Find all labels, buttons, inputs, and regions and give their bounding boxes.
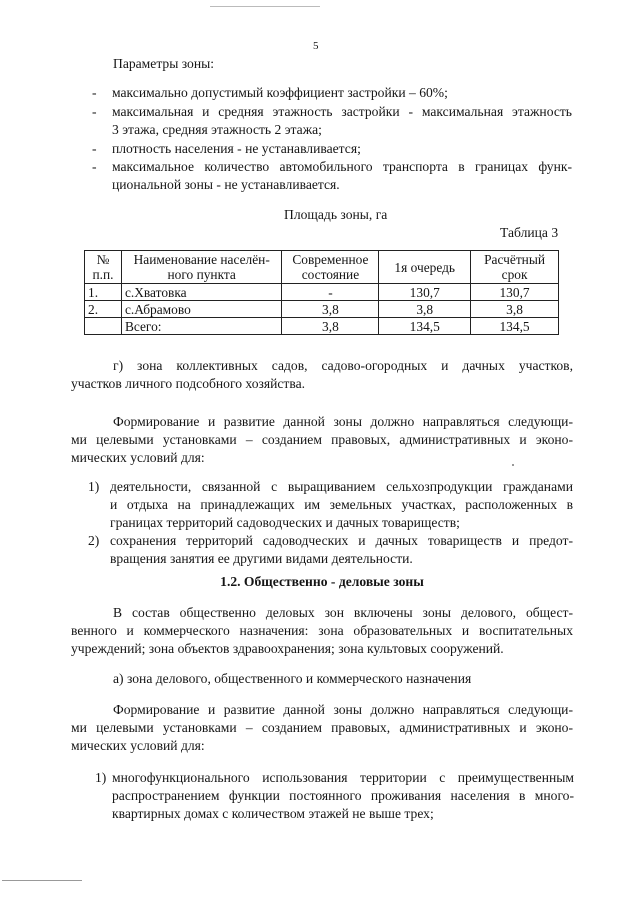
scan-artifact-line xyxy=(210,6,320,7)
area-title: Площадь зоны, га xyxy=(284,207,388,222)
header-first-stage: 1я очередь xyxy=(379,251,471,284)
table-total-row: Всего: 3,8 134,5 134,5 xyxy=(85,318,559,335)
section-intro-line: учреждений; зона объектов здравоохранения; зона культовых сооружений. xyxy=(71,641,504,656)
scan-artifact-line xyxy=(2,880,82,881)
formation-paragraph-line: Формирование и развитие данной зоны должно направляться следующи- xyxy=(113,414,573,429)
zone-a-heading: а) зона делового, общественного и коммерческого назначения xyxy=(113,671,472,686)
list-item-continuation: распространением функции постоянного проживания населения в много- xyxy=(112,788,574,803)
formation-paragraph-line: Формирование и развитие данной зоны должно направляться следующи- xyxy=(113,702,573,717)
formation-paragraph-line: ми целевыми установками – созданием правовых, административных и эконо- xyxy=(71,720,573,735)
section-intro-line: В состав общественно деловых зон включены зоны делового, общест- xyxy=(113,605,573,620)
table-row: 1. с.Хватовка - 130,7 130,7 xyxy=(85,284,559,301)
zone-area-table xyxy=(84,250,559,335)
table-row: 2. с.Абрамово 3,8 3,8 3,8 xyxy=(85,301,559,318)
list-item-continuation: квартирных домах с количеством этажей не выше трех; xyxy=(112,806,434,821)
scan-artifact-dot xyxy=(512,464,514,466)
list-item: многофункционального использования территории с преимущественным xyxy=(112,770,574,785)
header-number: № п.п. xyxy=(85,251,122,284)
formation-paragraph-line: ми целевыми установками – созданием правовых, административных и эконо- xyxy=(71,432,573,447)
header-settlement: Наименование населён- ного пункта xyxy=(121,251,282,284)
list-item-marker: 1) xyxy=(95,770,107,785)
page-number: 5 xyxy=(313,40,319,52)
params-heading: Параметры зоны: xyxy=(113,56,215,71)
zone-g-line: г) зона коллективных садов, садово-огородных и дачных участков, xyxy=(113,358,573,373)
formation-paragraph-line: мических условий для: xyxy=(71,738,205,753)
header-estimated-term: Расчётный срок xyxy=(471,251,559,284)
formation-paragraph-line: мических условий для: xyxy=(71,450,205,465)
table-label: Таблица 3 xyxy=(500,225,559,240)
section-heading: 1.2. Общественно - деловые зоны xyxy=(220,574,424,589)
section-intro-line: венного и коммерческого назначения: зона образовательных и воспитательных xyxy=(71,623,573,638)
header-current-state: Современное состояние xyxy=(282,251,379,284)
zone-g-line: участков личного подсобного хозяйства. xyxy=(71,376,306,391)
table-header-row xyxy=(85,251,559,284)
